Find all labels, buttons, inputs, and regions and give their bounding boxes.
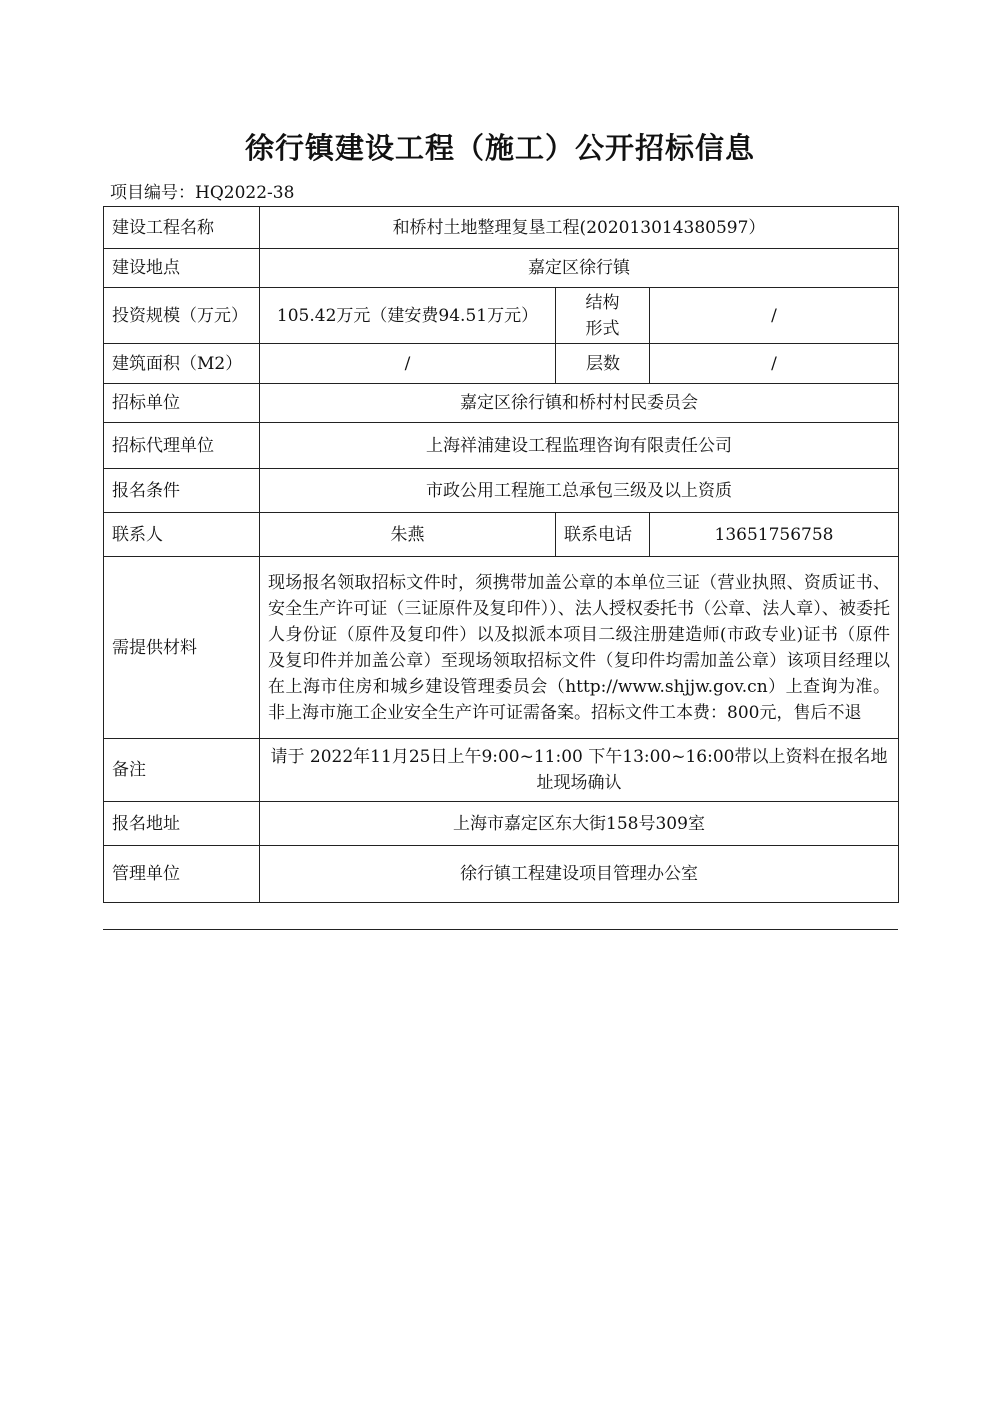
page-title: 徐行镇建设工程（施工）公开招标信息 <box>244 131 755 165</box>
floor-area-label: 建筑面积（M2） <box>104 344 260 384</box>
table-row <box>104 207 899 249</box>
agent-value: 上海祥浦建设工程监理咨询有限责任公司 <box>260 423 899 469</box>
table-row <box>104 802 899 846</box>
structure-label: 结构形式 <box>556 288 650 344</box>
location-label: 建设地点 <box>104 249 260 288</box>
table-row <box>104 249 899 288</box>
materials-label: 需提供材料 <box>104 557 260 739</box>
table-row <box>104 423 899 469</box>
floors-value: / <box>650 344 899 384</box>
investment-value: 105.42万元（建安费94.51万元） <box>260 288 556 344</box>
table-row <box>104 513 899 557</box>
management-label: 管理单位 <box>104 846 260 903</box>
table-row <box>104 557 899 739</box>
floor-area-value: / <box>260 344 556 384</box>
materials-value: 现场报名领取招标文件时，须携带加盖公章的本单位三证（营业执照、资质证书、安全生产许可证（三证原件及复印件））、法人授权委托书（公章、法人章）、被委托人身份证（原件及复印件）以及拟派本项目二级注册建造师(市政专业)证书（原件及复印件并加盖公章）至现场领取招标文件（复印件均需加盖公章）该项目经理以在上海市住房和城乡建设管理委员会（http://www.shjjw.gov.cn）上查询为准。非上海市施工企业安全生产许可证需备案。招标文件工本费：800元，售后不退 <box>260 557 899 739</box>
agent-label: 招标代理单位 <box>104 423 260 469</box>
contact-value: 朱燕 <box>260 513 556 557</box>
bottom-divider <box>103 929 898 930</box>
tender-info-table <box>103 206 899 903</box>
phone-value: 13651756758 <box>650 513 899 557</box>
table-row <box>104 846 899 903</box>
management-value: 徐行镇工程建设项目管理办公室 <box>260 846 899 903</box>
table-row <box>104 384 899 423</box>
table-row <box>104 288 899 344</box>
remarks-label: 备注 <box>104 739 260 802</box>
tenderer-value: 嘉定区徐行镇和桥村村民委员会 <box>260 384 899 423</box>
phone-label: 联系电话 <box>556 513 650 557</box>
location-value: 嘉定区徐行镇 <box>260 249 899 288</box>
floors-label: 层数 <box>556 344 650 384</box>
table-row <box>104 344 899 384</box>
project-name-value: 和桥村土地整理复垦工程(202013014380597） <box>260 207 899 249</box>
tenderer-label: 招标单位 <box>104 384 260 423</box>
project-number: 项目编号：HQ2022-38 <box>110 183 295 203</box>
table-row <box>104 739 899 802</box>
structure-value: / <box>650 288 899 344</box>
remarks-value: 请于 2022年11月25日上午9:00~11:00 下午13:00~16:00带以上资料在报名地址现场确认 <box>260 739 899 802</box>
address-value: 上海市嘉定区东大街158号309室 <box>260 802 899 846</box>
address-label: 报名地址 <box>104 802 260 846</box>
qualification-value: 市政公用工程施工总承包三级及以上资质 <box>260 469 899 513</box>
investment-label: 投资规模（万元） <box>104 288 260 344</box>
contact-label: 联系人 <box>104 513 260 557</box>
project-name-label: 建设工程名称 <box>104 207 260 249</box>
qualification-label: 报名条件 <box>104 469 260 513</box>
table-row <box>104 469 899 513</box>
